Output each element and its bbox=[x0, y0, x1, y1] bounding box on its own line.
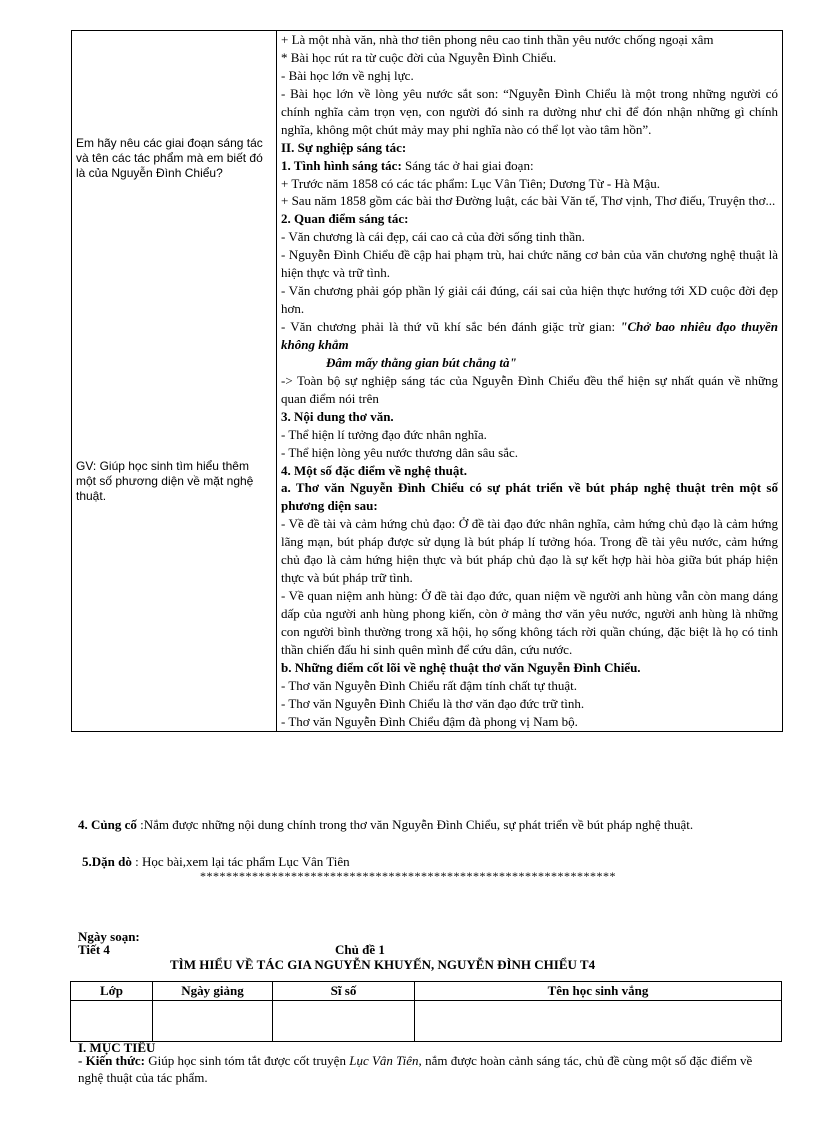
content-line: - Bài học lớn về nghị lực. bbox=[281, 67, 414, 83]
content-line: - Thơ văn Nguyễn Đình Chiểu đậm đà phong vị Nam bộ. bbox=[281, 713, 578, 729]
cell-date bbox=[153, 1000, 273, 1041]
content-column bbox=[277, 31, 783, 732]
knowledge-text1: Giúp học sinh tóm tắt được cốt truyện bbox=[145, 1053, 350, 1068]
content-line: - Nguyễn Đình Chiểu đề cập hai phạm trù, hai chức năng cơ bản của văn chương nghệ thuật là hiện thực và trữ tình. bbox=[281, 247, 778, 281]
content-line: - Thể hiện lí tưởng đạo đức nhân nghĩa. bbox=[281, 426, 487, 442]
header-count: Sĩ số bbox=[273, 982, 415, 1001]
cell-class bbox=[71, 1000, 153, 1041]
separator-stars: **************************************************************** bbox=[200, 869, 616, 883]
header-absent: Tên học sinh vắng bbox=[415, 982, 782, 1001]
subheading: 2. Quan điểm sáng tác: bbox=[281, 211, 409, 227]
lesson-number: Tiết 4 bbox=[78, 942, 110, 957]
content-line: - Thơ văn Nguyễn Đình Chiểu rất đậm tính chất tự thuật. bbox=[281, 677, 578, 693]
content-line bbox=[281, 157, 778, 175]
subheading: 4. Một số đặc điểm về nghệ thuật. bbox=[281, 462, 467, 478]
quote: "Chở bao nhiêu đạo thuyền không khẳm bbox=[281, 319, 778, 352]
lesson-table bbox=[71, 30, 783, 732]
content-line: -> Toàn bộ sự nghiệp sáng tác của Nguyễn Đình Chiểu đều thể hiện sự nhất quán về những quan điểm nói trên bbox=[281, 372, 778, 406]
topic-number: Chủ đề 1 bbox=[335, 942, 385, 957]
content-line: - Về quan niệm anh hùng: Ở đề tài đạo đức, quan niệm về người anh hùng vẫn còn mang dáng dấp của người anh hùng phong kiến, còn ở mảng thơ văn yêu nước, người anh hùng là những con người bình thường trong xã hội, họ sống không tách rời quần chúng, đặc biệt là họ có tinh thần chiến đấu hi sinh quên mình để cứu dân, cứu nước. bbox=[281, 588, 778, 657]
knowledge-objective bbox=[78, 1053, 780, 1087]
consolidation bbox=[78, 816, 778, 834]
dando-label: 5.Dặn dò bbox=[82, 854, 132, 869]
content-line: + Là một nhà văn, nhà thơ tiên phong nêu cao tinh thần yêu nước chống ngoại xâm bbox=[281, 32, 714, 47]
dando-text: : Học bài,xem lại tác phẩm Lục Vân Tiên bbox=[131, 854, 350, 869]
content-line: - Văn chương phải góp phần lý giải cái đúng, cái sai của hiện thực hướng tới XD cuộc đời đẹp hơn. bbox=[281, 283, 778, 317]
header-class: Lớp bbox=[71, 982, 153, 1001]
content-line: * Bài học rút ra từ cuộc đời của Nguyễn Đình Chiểu. bbox=[281, 49, 557, 65]
subheading-b: b. Những điểm cốt lõi về nghệ thuật thơ văn Nguyễn Đình Chiểu. bbox=[281, 659, 641, 675]
gv-text: Giúp học sinh tìm hiểu thêm một số phương diện về mặt nghệ thuật. bbox=[76, 459, 254, 503]
class-table bbox=[70, 981, 782, 1042]
content-line: + Sau năm 1858 gồm các bài thơ Đường luật, các bài Văn tế, Thơ vịnh, Thơ điếu, Truyện thơ... bbox=[281, 193, 776, 209]
work-title: Lục Vân Tiên, bbox=[349, 1053, 422, 1068]
cell-count bbox=[273, 1000, 415, 1041]
section-heading: II. Sự nghiệp sáng tác: bbox=[281, 139, 407, 155]
lesson-heading: TÌM HIỂU VỀ TÁC GIA NGUYỄN KHUYẾN, NGUYỄN ĐÌNH CHIỂU T4 bbox=[170, 957, 596, 972]
content-line: - Thơ văn Nguyễn Đình Chiểu là thơ văn đạo đức trữ tình. bbox=[281, 695, 585, 711]
quote-intro: - Văn chương phải là thứ vũ khí sắc bén đánh giặc trừ gian: bbox=[281, 319, 621, 334]
teacher-column bbox=[72, 31, 277, 732]
quote-line2: Đâm mấy thằng gian bút chẳng tà" bbox=[326, 354, 517, 370]
subheading: 3. Nội dung thơ văn. bbox=[281, 408, 394, 424]
cell-absent bbox=[415, 1000, 782, 1041]
preparation-date: Ngày soạn: bbox=[78, 929, 140, 944]
subheading-text: Sáng tác ở hai giai đoạn: bbox=[401, 157, 534, 173]
subheading: 1. Tình hình sáng tác: bbox=[281, 157, 402, 173]
cungco-text: :Nắm được những nội dung chính trong thơ văn Nguyễn Đình Chiểu, sự phát triển về bút pháp nghệ thuật. bbox=[136, 817, 694, 832]
subheading-a: a. Thơ văn Nguyễn Đình Chiểu có sự phát triển về bút pháp nghệ thuật trên một số phương diện sau: bbox=[281, 480, 778, 514]
gv-label: GV: bbox=[76, 459, 97, 473]
header-date: Ngày giảng bbox=[153, 982, 273, 1001]
content-line: + Trước năm 1858 có các tác phẩm: Lục Vân Tiên; Dương Từ - Hà Mậu. bbox=[281, 175, 660, 191]
knowledge-text2: nắm được hoàn cảnh sáng tác, chủ đề cùng một số đặc điểm về nghệ thuật của tác phẩm. bbox=[78, 1053, 753, 1085]
content-line: - Bài học lớn về lòng yêu nước sắt son: “Nguyễn Đình Chiểu là một trong những người có chính nghĩa cảm trọn vẹn, con người đó sinh ra dường như chỉ để đón nhận những gì chính nghĩa, không một chút mảy may phi nghĩa nào có thể lọt vào tâm hồn”. bbox=[281, 85, 778, 137]
content-line bbox=[281, 318, 778, 354]
teacher-guidance bbox=[76, 459, 272, 504]
knowledge-label: - Kiến thức: bbox=[78, 1053, 146, 1068]
question-stages: Em hãy nêu các giai đoạn sáng tác và tên các tác phẩm mà em biết đó là của Nguyễn Đình Chiểu? bbox=[76, 136, 263, 180]
content-line: - Thể hiện lòng yêu nước thương dân sâu sắc. bbox=[281, 444, 518, 460]
content-line: - Về đề tài và cảm hứng chủ đạo: Ở đề tài đạo đức nhân nghĩa, cảm hứng chủ đạo là cảm hứng lãng mạn, bút pháp được sử dụng là bút pháp lí tưởng hóa. Trong đề tài yêu nước, cảm hứng chủ đạo là cảm hứng hiện thực và bút pháp chủ đạo là sự kết hợp hài hòa giữa bút pháp hiện thực và bút pháp trữ tình. bbox=[281, 516, 778, 586]
cungco-label: 4. Củng cố bbox=[78, 817, 137, 832]
objectives-heading: I. MỤC TIÊU bbox=[78, 1040, 156, 1055]
content-line: - Văn chương là cái đẹp, cái cao cả của đời sống tinh thần. bbox=[281, 229, 585, 245]
